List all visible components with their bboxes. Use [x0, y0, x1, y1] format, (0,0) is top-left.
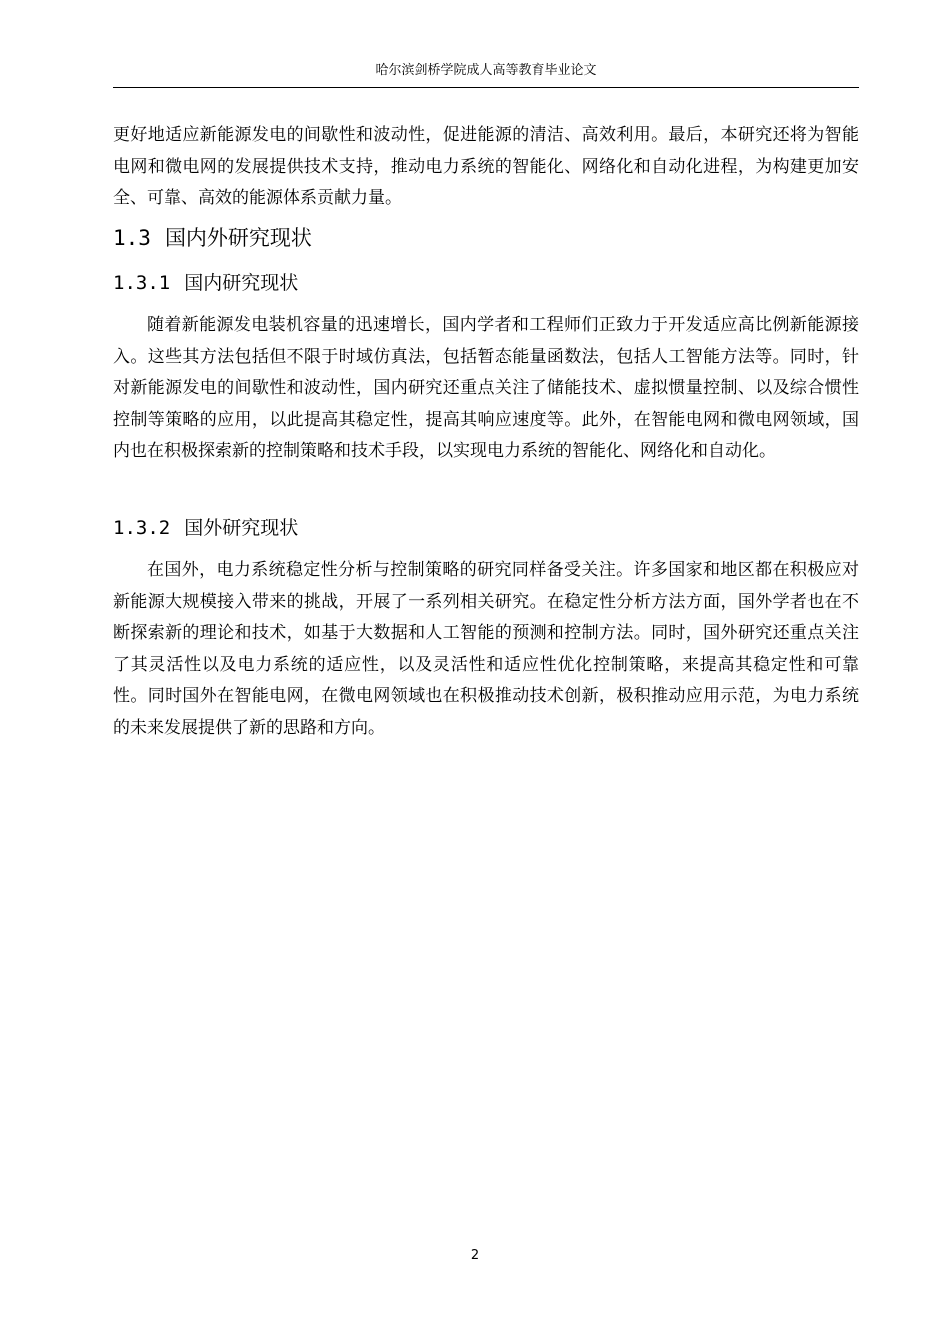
header-divider	[113, 87, 859, 88]
section-number: 1.3.1	[113, 272, 171, 294]
section-title: 国内外研究现状	[164, 226, 312, 250]
domestic-research-paragraph: 随着新能源发电装机容量的迅速增长，国内学者和工程师们正致力于开发适应高比例新能源接入。这些其方法包括但不限于时域仿真法，包括暂态能量函数法，包括人工智能方法等。同时，针对新能源发电的间歇性和波动性，国内研究还重点关注了储能技术、虚拟惯量控制、以及综合惯性控制等策略的应用，以此提高其稳定性，提高其响应速度等。此外，在智能电网和微电网领域，国内也在积极探索新的控制策略和技术手段，以实现电力系统的智能化、网络化和自动化。	[113, 315, 859, 461]
section-number: 1.3	[113, 226, 151, 250]
section-heading-1-3	[113, 223, 312, 253]
section-title: 国外研究现状	[184, 517, 299, 539]
intro-paragraph: 更好地适应新能源发电的间歇性和波动性，促进能源的清洁、高效利用。最后，本研究还将为智能电网和微电网的发展提供技术支持，推动电力系统的智能化、网络化和自动化进程，为构建更加安全、可靠、高效的能源体系贡献力量。	[113, 125, 859, 208]
section-heading-1-3-1	[113, 269, 298, 297]
section-title: 国内研究现状	[184, 272, 299, 294]
foreign-research-paragraph: 在国外，电力系统稳定性分析与控制策略的研究同样备受关注。许多国家和地区都在积极应对新能源大规模接入带来的挑战，开展了一系列相关研究。在稳定性分析方法方面，国外学者也在不断探索新的理论和技术，如基于大数据和人工智能的预测和控制方法。同时，国外研究还重点关注了其灵活性以及电力系统的适应性，以及灵活性和适应性优化控制策略，来提高其稳定性和可靠性。同时国外在智能电网，在微电网领域也在积极推动技术创新，极积推动应用示范，为电力系统的未来发展提供了新的思路和方向。	[113, 560, 859, 738]
section-number: 1.3.2	[113, 517, 171, 539]
section-heading-1-3-2	[113, 514, 298, 542]
page-number: 2	[470, 1248, 480, 1263]
page-header: 哈尔滨剑桥学院成人高等教育毕业论文	[375, 63, 597, 78]
